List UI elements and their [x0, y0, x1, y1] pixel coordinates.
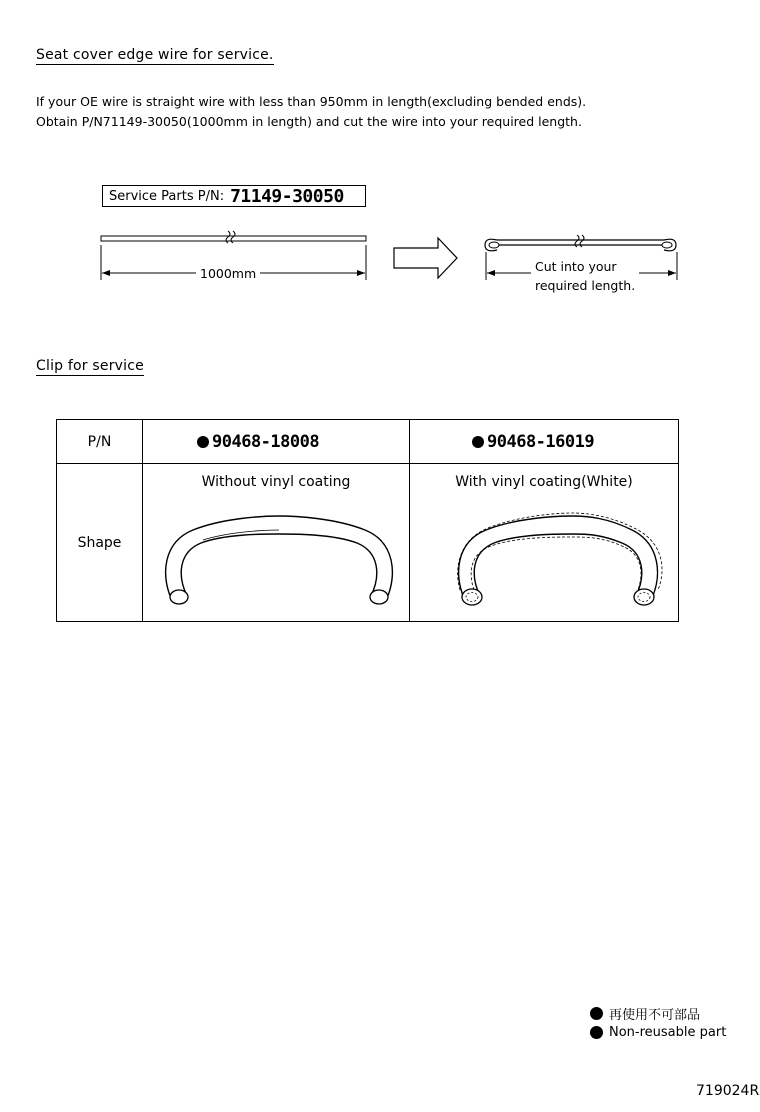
cut-label: [531, 257, 639, 295]
shape-cell-1: [143, 464, 410, 622]
figure-code: 719024R: [696, 1083, 760, 1099]
pn-cell-2: [410, 420, 679, 464]
clip-without-coating-drawing: [143, 490, 410, 610]
legend-japanese-text: 再使用不可部品: [609, 1008, 701, 1023]
arrow-right-icon: [394, 238, 457, 278]
section-heading-edge-wire: Seat cover edge wire for service.: [36, 47, 274, 63]
part-number-1: 90468-18008: [212, 431, 320, 452]
clip-table-pn-row: [57, 420, 679, 464]
non-reusable-dot-icon: [197, 436, 209, 448]
clip-table-shape-row: [57, 464, 679, 622]
shape-header: Shape: [57, 464, 143, 622]
service-parts-number: 71149-30050: [230, 185, 344, 207]
clip-with-coating-drawing: [410, 490, 679, 610]
part-number-2: 90468-16019: [487, 431, 595, 452]
cut-label-line-2: required length.: [535, 278, 636, 293]
section-heading-clip: Clip for service: [36, 358, 144, 374]
shape-caption-2: With vinyl coating(White): [455, 474, 633, 490]
non-reusable-dot-icon: [590, 1026, 603, 1039]
instruction-line-2: Obtain P/N71149-30050(1000mm in length) and cut the wire into your required length.: [36, 114, 582, 129]
legend-japanese: [590, 1004, 700, 1023]
straight-wire: [101, 231, 366, 243]
shape-caption-1: Without vinyl coating: [201, 474, 351, 490]
clip-table: [56, 419, 679, 622]
wire-diagram: [0, 0, 760, 320]
legend-english-text: Non-reusable part: [609, 1025, 727, 1040]
bent-end-wire: [485, 235, 676, 251]
instruction-line-1: If your OE wire is straight wire with less than 950mm in length(excluding bended ends).: [36, 94, 587, 109]
shape-cell-2: [410, 464, 679, 622]
service-parts-label: Service Parts P/N:: [109, 188, 225, 204]
pn-cell-1: [143, 420, 410, 464]
non-reusable-dot-icon: [472, 436, 484, 448]
pn-header: P/N: [57, 420, 143, 464]
length-label: 1000mm: [196, 266, 260, 281]
non-reusable-dot-icon: [590, 1007, 603, 1020]
cut-label-line-1: Cut into your: [535, 259, 617, 274]
legend-english: [590, 1025, 726, 1040]
